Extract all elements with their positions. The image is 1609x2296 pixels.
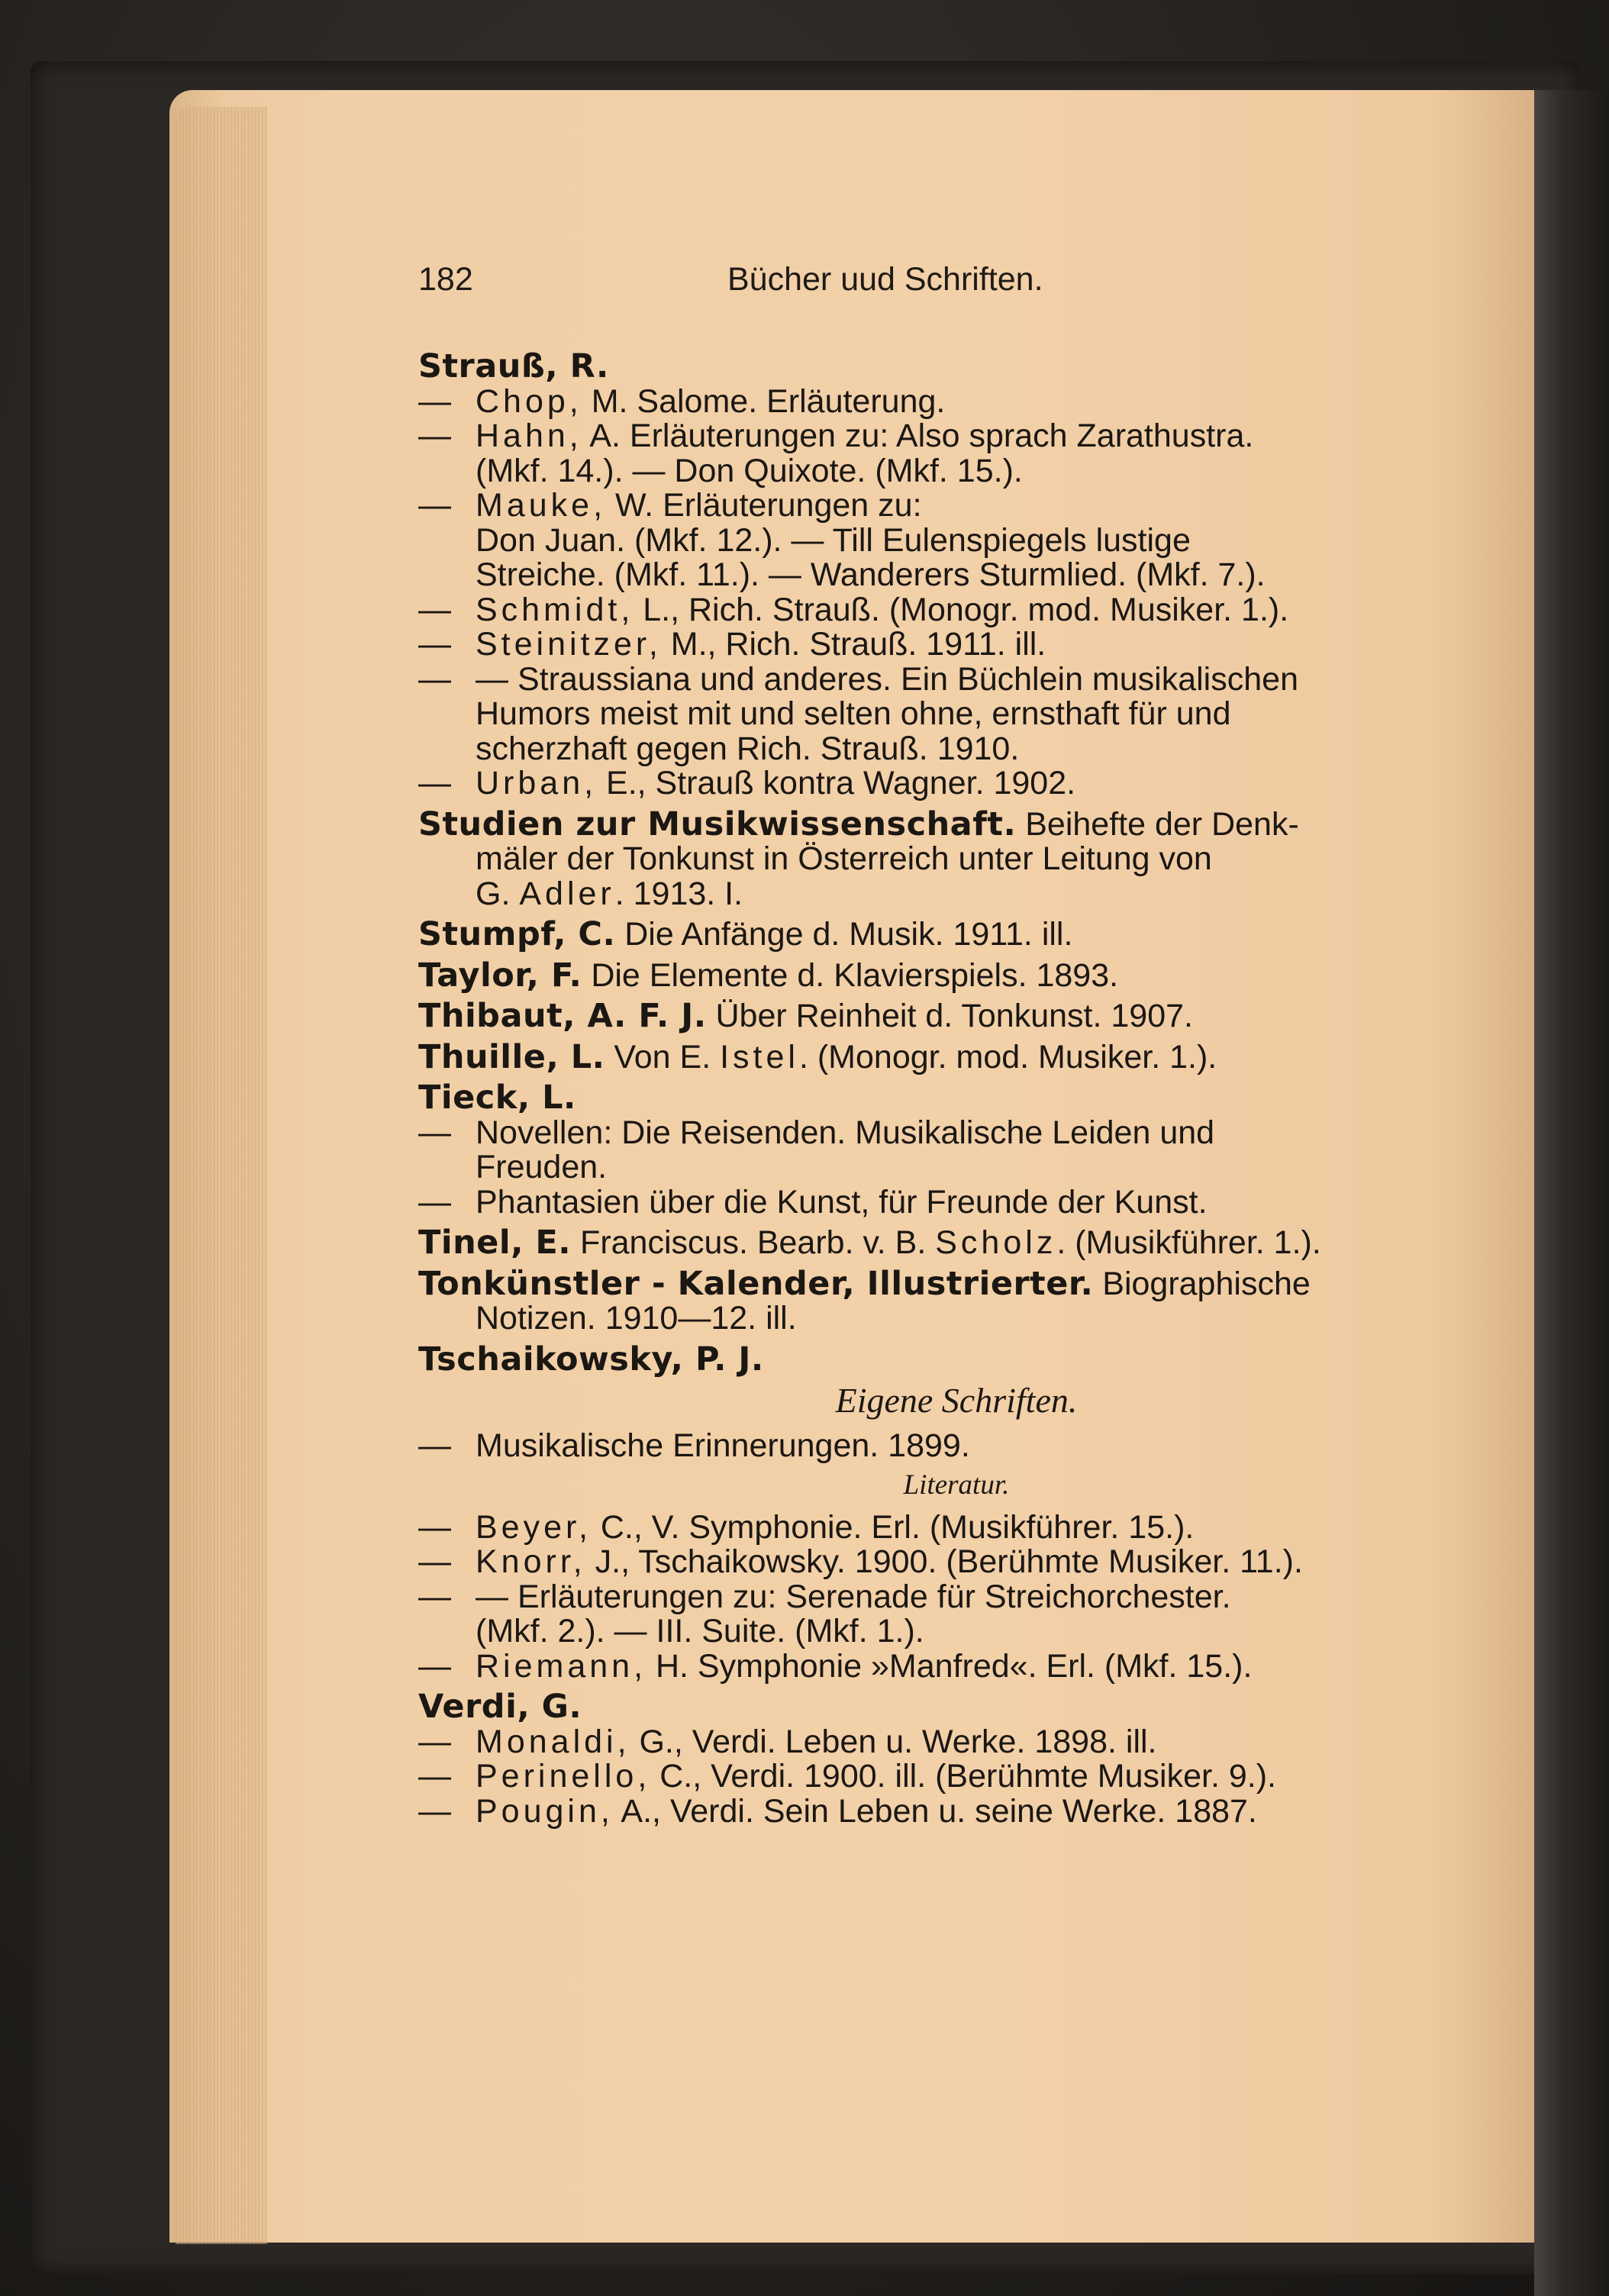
entry-thibaut: Thibaut, A. F. J. Über Reinheit d. Tonkunst. 1907. — [418, 997, 1193, 1035]
entry-head: Thibaut, A. F. J. — [418, 997, 707, 1035]
running-title: Bücher uud Schriften. — [727, 261, 1043, 298]
list-item: — Phantasien über die Kunst, für Freunde der Kunst. — [418, 1183, 1208, 1221]
entry-thuille: Thuille, L. Von E. Istel. (Monogr. mod. Musiker. 1.). — [418, 1037, 1217, 1076]
entry-head: Tinel, E. — [418, 1224, 572, 1262]
page-number: 182 — [418, 261, 473, 298]
entry-head: Studien zur Musikwissenschaft. — [418, 805, 1017, 843]
entry-studien: Studien zur Musikwissenschaft. Beihefte der Denk- mäler der Tonkunst in Österreich unter Leitung von G. Adler. 1913. I. — [418, 805, 1299, 912]
list-item: — Steinitzer, M., Rich. Strauß. 1911. ill. — [418, 626, 1046, 663]
list-item: — Perinello, C., Verdi. 1900. ill. (Berühmte Musiker. 9.). — [418, 1758, 1276, 1795]
page-edges — [176, 107, 267, 2244]
list-item: — Monaldi, G., Verdi. Leben u. Werke. 1898. ill. — [418, 1723, 1157, 1760]
entry-stumpf: Stumpf, C. Die Anfänge d. Musik. 1911. ill. — [418, 915, 1073, 953]
entry-verdi — [418, 1690, 1495, 1829]
list-item: — Pougin, A., Verdi. Sein Leben u. seine Werke. 1887. — [418, 1792, 1257, 1830]
entry-tieck: Tieck, L. — Novellen: Die Reisenden. Musikalische Leiden und Freuden. — Phantasien über die Kunst, für Freunde der Kunst. — [418, 1081, 1495, 1220]
list-item: — Knorr, J., Tschaikowsky. 1900. (Berühmte Musiker. 11.). — [418, 1543, 1303, 1580]
list-item: — — Erläuterungen zu: Serenade für Streichorchester. — [418, 1578, 1231, 1615]
section-heading: Literatur. — [903, 1469, 1010, 1501]
entry-head: Taylor, F. — [418, 956, 582, 995]
binding-shadow — [1534, 90, 1609, 2296]
list-item: — Mauke, W. Erläuterungen zu: — [418, 487, 922, 524]
list-item: — Beyer, C., V. Symphonie. Erl. (Musikführer. 15.). — [418, 1508, 1195, 1546]
entry-head: Thuille, L. — [418, 1037, 605, 1076]
entry-head: Stumpf, C. — [418, 915, 616, 953]
entry-head: Tieck, L. — [418, 1079, 576, 1117]
list-item: — Schmidt, L., Rich. Strauß. (Monogr. mod. Musiker. 1.). — [418, 591, 1289, 628]
list-item: — Chop, M. Salome. Erläuterung. — [418, 382, 946, 420]
bibliography-list — [418, 347, 1495, 1835]
list-item: — Hahn, A. Erläuterungen zu: Also sprach Zarathustra. — [418, 418, 1254, 454]
list-item: — Novellen: Die Reisenden. Musikalische Leiden und — [418, 1114, 1215, 1151]
section-heading: Eigene Schriften. — [835, 1381, 1078, 1420]
entry-head: Tonkünstler - Kalender, Illustrierter. — [418, 1264, 1094, 1303]
entry-head: Strauß, R. — [418, 347, 609, 385]
list-item: — Riemann, H. Symphonie »Manfred«. Erl. (Mkf. 15.). — [418, 1647, 1253, 1685]
entry-head: Verdi, G. — [418, 1688, 582, 1726]
entry-taylor: Taylor, F. Die Elemente d. Klavierspiels. 1893. — [418, 956, 1119, 995]
entry-tschaikowsky: Tschaikowsky, P. J. Eigene Schriften. — Musikalische Erinnerungen. 1899. Literatur. — Beyer, C., V. Symphonie. Erl. (Musikführer. 15.). — Knorr, J., Tschaikowsky. 1900. (Berühmte Musiker. 11.). — — Erläuterungen zu: Serenade für Streichorchester. (Mkf. 2.). — III. Suite. (Mkf. 1.). — Riemann, H. Symphonie »Manfred«. Erl. (Mkf. 15.). — [418, 1343, 1495, 1685]
list-item: — Urban, E., Strauß kontra Wagner. 1902. — [418, 765, 1076, 801]
entry-head: Tschaikowsky, P. J. — [418, 1340, 764, 1379]
list-item: — — Straussiana und anderes. Ein Büchlein musikalischen — [418, 660, 1298, 698]
entry-strauss: Strauß, R. — Chop, M. Salome. Erläuterung. — Hahn, A. Erläuterungen zu: Also sprach Zarathustra. (Mkf. 14.). — Don Quixote. (Mkf. 15.). — Mauke, W. Erläuterungen zu: Don Juan. (Mkf. 12.). — Till Eulenspiegels lustige Streiche. (Mkf. 11.). — Wanderers Sturmlied. (Mkf. 7.). — Schmidt, L., Rich. Strauß. (Monogr. mod. Musiker. 1.). — Steinitzer, M., Rich. Strauß. 1911. ill. — — Straussiana und anderes. Ein Büchlein musikalischen Humors meist mit und selten ohne, ernsthaft für und scherzhaft gegen Rich. Strauß. 1910. — Urban, E., Strauß kontra Wagner. 1902. — [418, 350, 1495, 801]
list-item: — Musikalische Erinnerungen. 1899. — [418, 1427, 970, 1464]
running-head — [418, 261, 1495, 307]
entry-tinel: Tinel, E. Franciscus. Bearb. v. B. Scholz. (Musikführer. 1.). — [418, 1224, 1321, 1262]
entry-tonkuenstler: Tonkünstler - Kalender, Illustrierter. Biographische Notizen. 1910—12. ill. — [418, 1264, 1311, 1337]
